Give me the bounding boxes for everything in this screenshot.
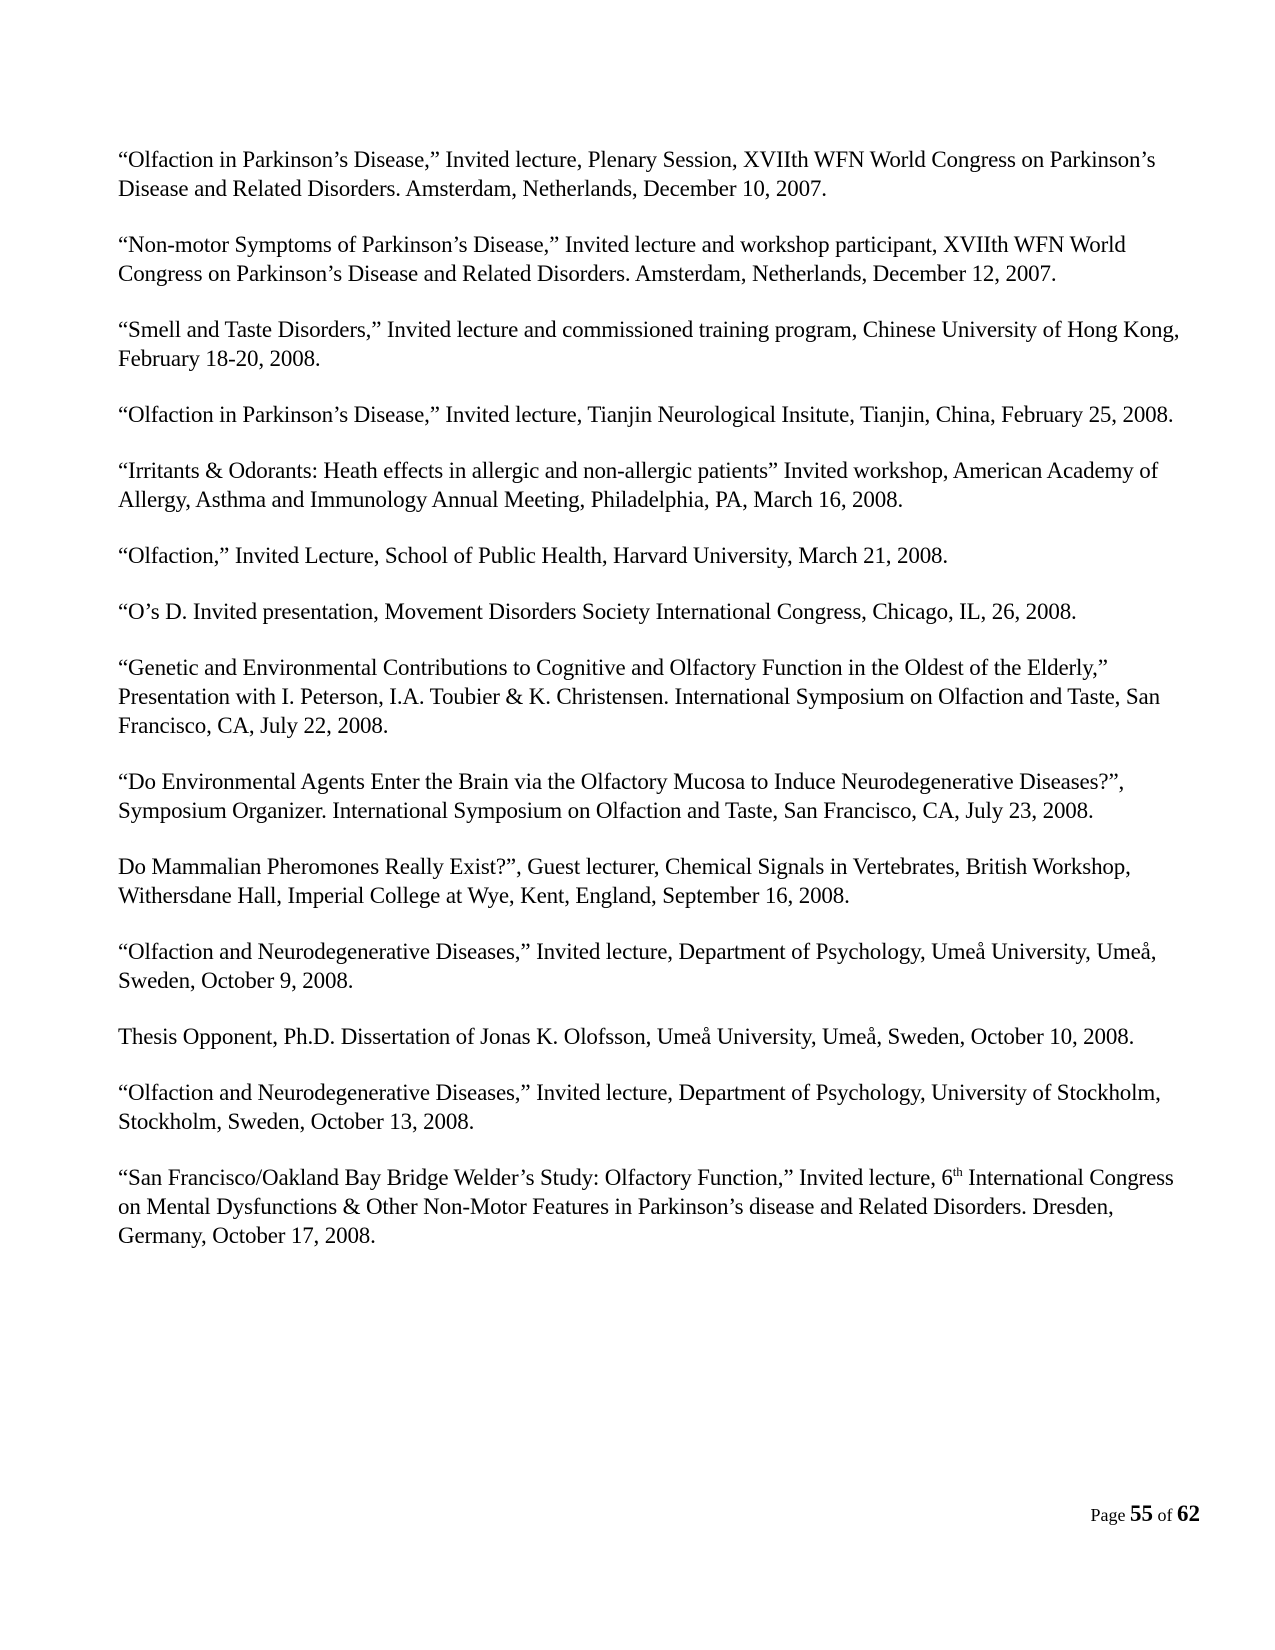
list-item-last (118, 1163, 1198, 1250)
list-item: “O’s D. Invited presentation, Movement Disorders Society International Congress, Chicago, IL, 26, 2008. (118, 599, 1077, 624)
ordinal-superscript: th (952, 1164, 963, 1179)
list-item: “Olfaction,” Invited Lecture, School of Public Health, Harvard University, March 21, 2008. (118, 543, 949, 568)
entry-text-after: International Congress on Mental Dysfunctions & Other Non-Motor Features in Parkinson’s disease and Related Disorders. Dresden, Germany, October 17, 2008. (118, 1165, 1174, 1248)
list-item: Do Mammalian Pheromones Really Exist?”, Guest lecturer, Chemical Signals in Vertebrates, British Workshop, Withersdane Hall, Imperial College at Wye, Kent, England, September 16, 2008. (118, 854, 1131, 908)
page-number: 55 (1130, 1501, 1153, 1526)
list-item: Thesis Opponent, Ph.D. Dissertation of Jonas K. Olofsson, Umeå University, Umeå, Sweden, October 10, 2008. (118, 1024, 1135, 1049)
page-word: Page (1090, 1505, 1126, 1525)
page-footer (1000, 1502, 1200, 1527)
list-item: “Olfaction and Neurodegenerative Diseases,” Invited lecture, Department of Psychology, University of Stockholm, Stockholm, Sweden, October 13, 2008. (118, 1080, 1161, 1134)
list-item: “Smell and Taste Disorders,” Invited lecture and commissioned training program, Chinese University of Hong Kong, February 18-20, 2008. (118, 317, 1180, 371)
list-item: “Genetic and Environmental Contributions to Cognitive and Olfactory Function in the Oldest of the Elderly,” Presentation with I. Peterson, I.A. Toubier & K. Christensen. International Symposium on Olfaction and Taste, San Francisco, CA, July 22, 2008. (118, 655, 1160, 738)
of-word: of (1157, 1505, 1173, 1525)
list-item: “Irritants & Odorants: Heath effects in allergic and non-allergic patients” Invited workshop, American Academy of Allergy, Asthma and Immunology Annual Meeting, Philadelphia, PA, March 16, 2008. (118, 458, 1159, 512)
page-total: 62 (1177, 1501, 1200, 1526)
list-item: “Do Environmental Agents Enter the Brain via the Olfactory Mucosa to Induce Neurodegenerative Diseases?”, Symposium Organizer. International Symposium on Olfaction and Taste, San Francisco, CA, July 23, 2008. (118, 769, 1125, 823)
entry-text-before: “San Francisco/Oakland Bay Bridge Welder’s Study: Olfactory Function,” Invited lecture, 6 (118, 1165, 953, 1190)
lecture-list (118, 145, 1198, 1277)
list-item: “Olfaction and Neurodegenerative Diseases,” Invited lecture, Department of Psychology, Umeå University, Umeå, Sweden, October 9, 2008. (118, 939, 1157, 993)
list-item: “Olfaction in Parkinson’s Disease,” Invited lecture, Plenary Session, XVIIth WFN World Congress on Parkinson’s Disease and Related Disorders. Amsterdam, Netherlands, December 10, 2007. (118, 147, 1156, 201)
list-item: “Olfaction in Parkinson’s Disease,” Invited lecture, Tianjin Neurological Insitute, Tianjin, China, February 25, 2008. (118, 402, 1174, 427)
list-item: “Non-motor Symptoms of Parkinson’s Disease,” Invited lecture and workshop participant, XVIIth WFN World Congress on Parkinson’s Disease and Related Disorders. Amsterdam, Netherlands, December 12, 2007. (118, 232, 1126, 286)
